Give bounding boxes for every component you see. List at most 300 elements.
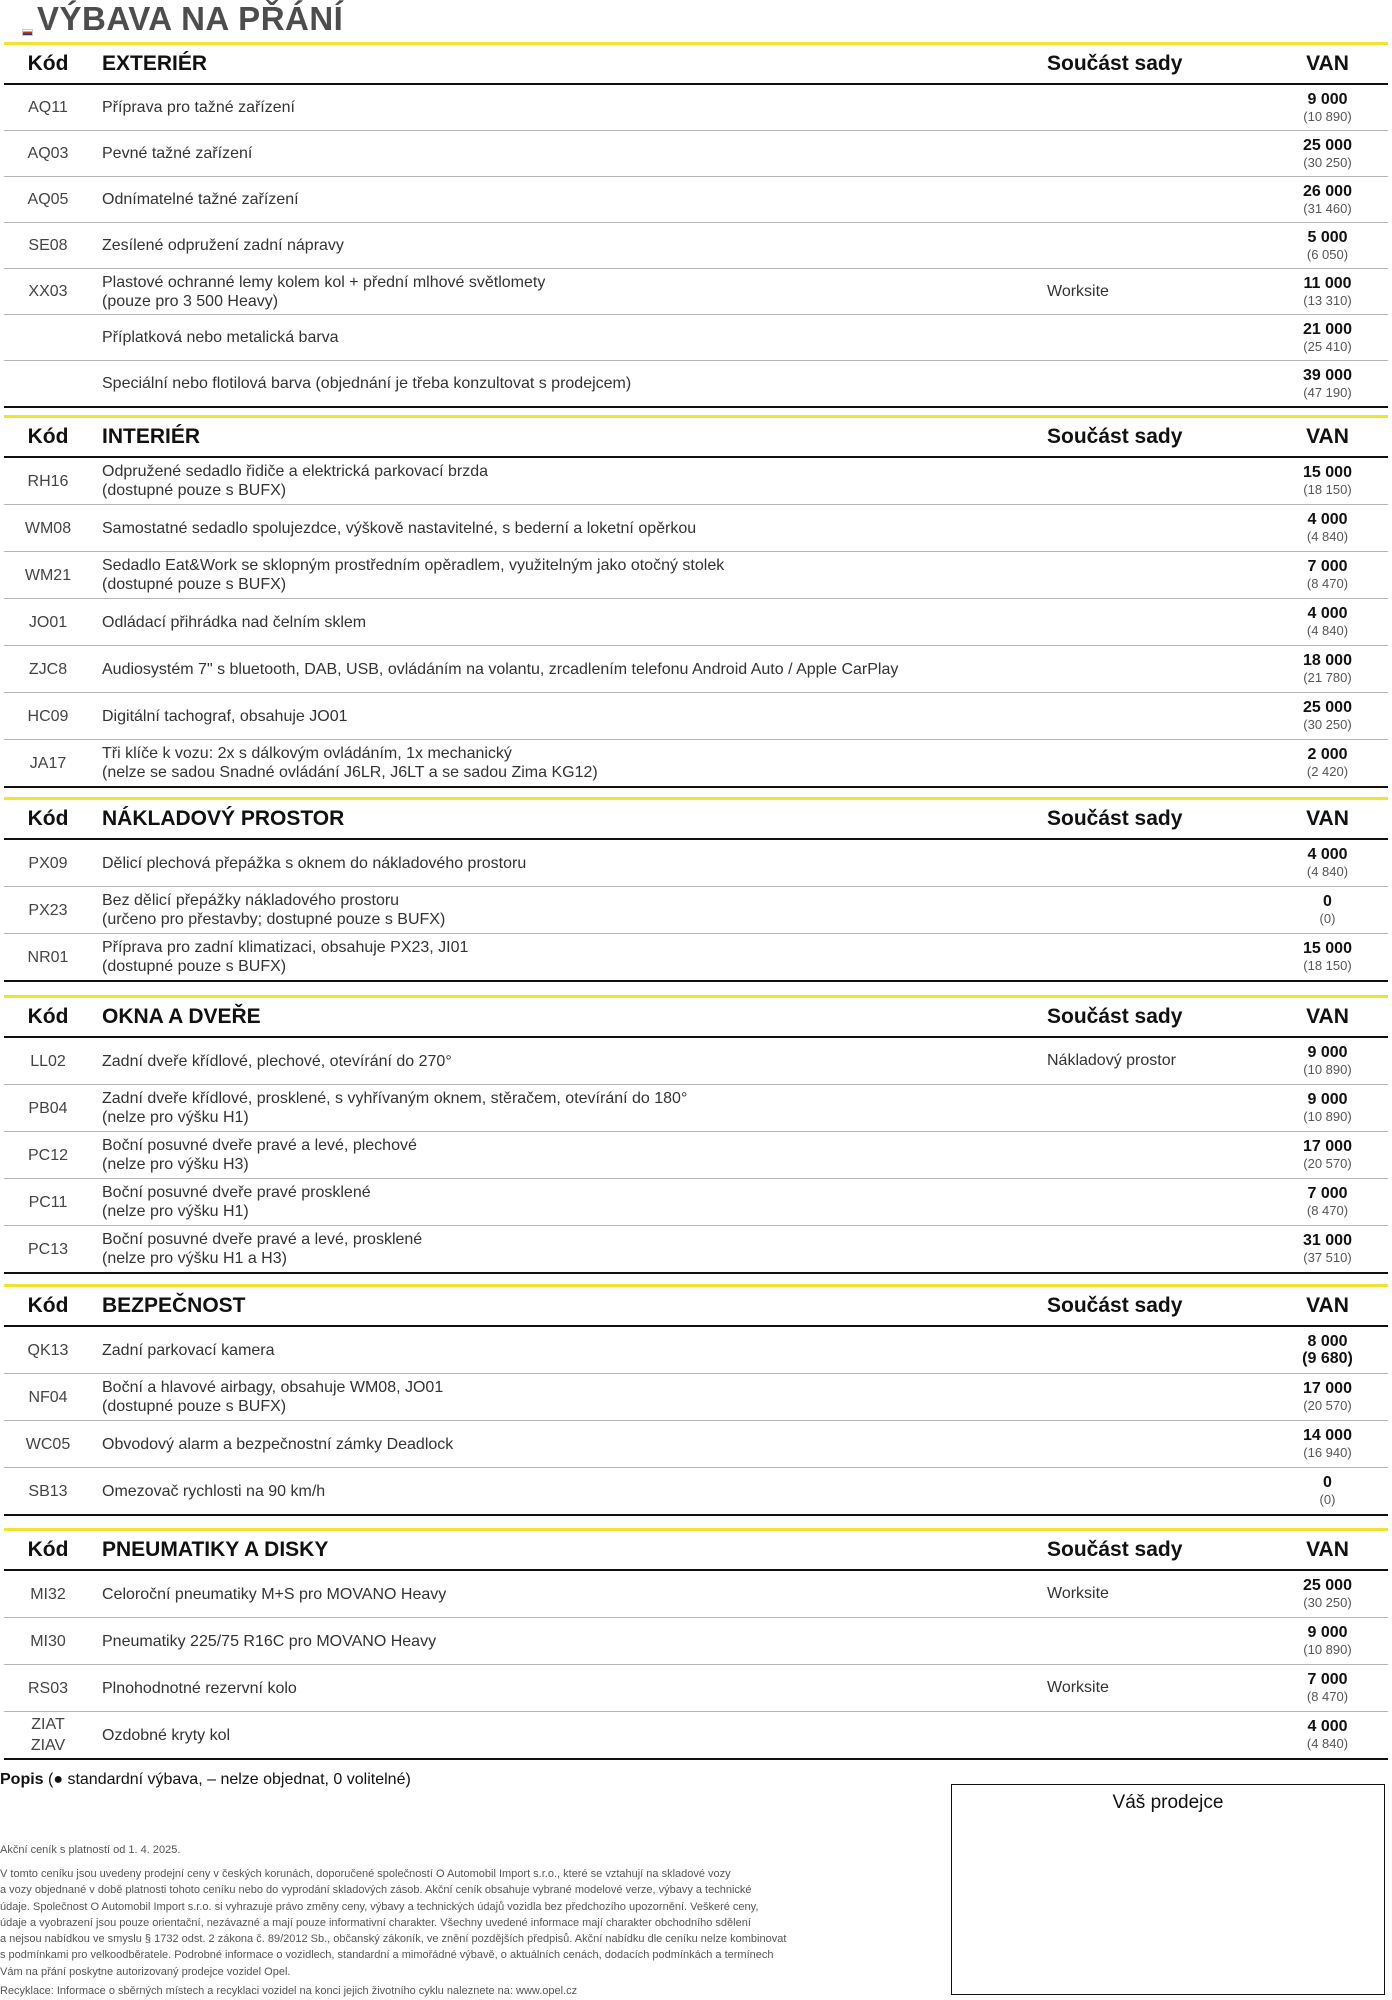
section-4 <box>0 1284 1392 1516</box>
price-with-vat: (10 890) <box>1303 1062 1352 1077</box>
table-row <box>4 1085 1388 1132</box>
header-code: Kód <box>27 425 69 448</box>
price-with-vat: (13 310) <box>1303 292 1352 308</box>
dealer-label: Váš prodejce <box>1112 1792 1224 1813</box>
option-price <box>1267 464 1388 498</box>
option-description <box>92 1435 1047 1454</box>
price-with-vat: (8 470) <box>1306 1689 1349 1704</box>
option-description <box>92 462 1047 500</box>
price-with-vat: (10 890) <box>1303 1109 1352 1124</box>
code-text: WM08 <box>24 519 72 537</box>
code-text: ZJC8 <box>28 660 68 678</box>
table-row <box>4 1712 1388 1760</box>
disclaimer <box>0 1866 900 1980</box>
disclaimer-line: Vám na přání poskytne autorizovaný prodejce vozidel Opel. <box>0 1965 291 1978</box>
disclaimer-line: údaje. Společnost O Automobil Import s.r.o. si vyhrazuje právo změny ceny, výbavy a technických údajů vozidla bez předchozího upozornění. Veškeré ceny, <box>0 1900 759 1913</box>
legend-text: (● standardní výbava, – nelze objednat, 0 volitelné) <box>48 1771 411 1788</box>
option-price <box>1267 1671 1388 1705</box>
option-price <box>1267 940 1388 974</box>
option-price <box>1267 91 1388 125</box>
option-description <box>92 1183 1047 1221</box>
description-text: Bez dělicí přepážky nákladového prostoru <box>102 892 400 909</box>
price-with-vat: (25 410) <box>1303 338 1352 354</box>
option-price <box>1267 1718 1388 1752</box>
code-text: WC05 <box>25 1435 71 1453</box>
option-description <box>92 660 1047 679</box>
header-set: Součást sady <box>1047 1005 1183 1028</box>
code-text: PB04 <box>28 1099 68 1117</box>
code-text: RS03 <box>27 1679 69 1697</box>
option-price <box>1267 1138 1388 1172</box>
section-title: PNEUMATIKY A DISKY <box>102 1538 329 1561</box>
description-note: (dostupné pouze s BUFX) <box>102 958 287 975</box>
option-code <box>4 97 92 118</box>
option-price <box>1267 1333 1388 1367</box>
description-text: Tři klíče k vozu: 2x s dálkovým ovládáním, 1x mechanický <box>102 745 512 762</box>
description-note: (nelze pro výšku H1 a H3) <box>102 1250 287 1267</box>
price-with-vat: (6 050) <box>1306 246 1349 262</box>
code-text: SB13 <box>28 1482 68 1500</box>
section-header <box>4 1287 1388 1327</box>
option-code <box>4 947 92 968</box>
code-text: MI30 <box>30 1632 66 1650</box>
price-value: 9 000 <box>1307 1044 1348 1061</box>
code-text-2: ZIAV <box>30 1737 66 1754</box>
option-code <box>4 659 92 680</box>
option-code <box>4 518 92 539</box>
option-description <box>92 1585 1047 1604</box>
option-description <box>92 891 1047 929</box>
table-row <box>4 693 1388 740</box>
table-row <box>4 131 1388 177</box>
description-text: Boční a hlavové airbagy, obsahuje WM08, JO01 <box>102 1379 444 1396</box>
table-row <box>4 458 1388 505</box>
price-with-vat: (20 570) <box>1303 1398 1352 1413</box>
code-text: MI32 <box>30 1585 66 1603</box>
price-with-vat: (9 680) <box>1302 1350 1353 1367</box>
option-price <box>1267 846 1388 880</box>
header-set: Součást sady <box>1047 52 1183 75</box>
legend <box>0 1771 411 1789</box>
option-code <box>4 235 92 256</box>
option-code <box>4 1714 92 1756</box>
table-row <box>4 552 1388 599</box>
code-text: HC09 <box>27 707 69 725</box>
price-with-vat: (31 460) <box>1303 200 1352 216</box>
option-description <box>92 1632 1047 1651</box>
option-price <box>1267 367 1388 401</box>
option-code <box>4 1098 92 1119</box>
price-value: 14 000 <box>1303 1427 1352 1444</box>
table-row <box>4 361 1388 408</box>
option-code <box>4 143 92 164</box>
disclaimer-line: a vozy objednané v době platnosti tohoto ceníku nebo do vyprodání skladových zásob. Akční ceník obsahuje vybrané modelové verze, výbavy a technické <box>0 1884 752 1897</box>
table-row <box>4 1327 1388 1374</box>
section-header <box>4 45 1388 85</box>
section-rows <box>0 840 1392 982</box>
description-text: Omezovač rychlosti na 90 km/h <box>102 1482 326 1500</box>
code-text: AQ05 <box>27 191 69 208</box>
table-row <box>4 1571 1388 1618</box>
option-price <box>1267 1380 1388 1414</box>
section-rows <box>0 458 1392 788</box>
option-code <box>4 900 92 921</box>
description-note: (nelze pro výšku H1) <box>102 1203 249 1220</box>
description-text: Obvodový alarm a bezpečnostní zámky Deadlock <box>102 1435 454 1453</box>
header-code: Kód <box>27 1538 69 1561</box>
option-description <box>92 98 1047 117</box>
description-text: Ozdobné kryty kol <box>102 1726 231 1744</box>
description-text: Plnohodnotné rezervní kolo <box>102 1679 297 1697</box>
price-value: 8 000 <box>1307 1333 1348 1350</box>
option-code <box>4 1192 92 1213</box>
option-code <box>4 1145 92 1166</box>
table-row <box>4 1179 1388 1226</box>
header-van: VAN <box>1306 1294 1349 1317</box>
header-van: VAN <box>1306 52 1349 75</box>
option-price <box>1267 183 1388 217</box>
section-title: EXTERIÉR <box>102 52 208 75</box>
option-description <box>92 374 1047 393</box>
option-description <box>92 328 1047 347</box>
description-text: Příplatková nebo metalická barva <box>102 329 339 346</box>
table-row <box>4 740 1388 788</box>
price-value: 11 000 <box>1303 274 1352 292</box>
price-value: 26 000 <box>1303 182 1352 200</box>
table-row <box>4 505 1388 552</box>
option-code <box>4 281 92 302</box>
option-price <box>1267 1474 1388 1508</box>
header-van: VAN <box>1306 807 1349 830</box>
price-with-vat: (20 570) <box>1303 1156 1352 1171</box>
option-description <box>92 854 1047 873</box>
price-with-vat: (18 150) <box>1303 958 1352 973</box>
price-with-vat: (4 840) <box>1306 529 1349 544</box>
option-description <box>92 1136 1047 1174</box>
option-code <box>4 1434 92 1455</box>
description-note: (dostupné pouze s BUFX) <box>102 1398 287 1415</box>
price-with-vat: (8 470) <box>1306 1203 1349 1218</box>
section-5 <box>0 1528 1392 1760</box>
description-text: Zadní parkovací kamera <box>102 1341 275 1359</box>
option-set: Nákladový prostor <box>1047 1052 1176 1069</box>
description-text: Odnímatelné tažné zařízení <box>102 191 299 208</box>
code-text: JO01 <box>28 613 68 631</box>
code-text: WM21 <box>24 566 72 584</box>
code-text: QK13 <box>27 1341 69 1359</box>
table-row <box>4 269 1388 315</box>
description-text: Sedadlo Eat&Work se sklopným prostředním opěradlem, využitelným jako otočný stolek <box>102 557 725 574</box>
option-code <box>4 1631 92 1652</box>
section-title: NÁKLADOVÝ PROSTOR <box>102 807 345 830</box>
section-0 <box>0 42 1392 408</box>
flag-icon <box>22 29 33 36</box>
description-note: (pouze pro 3 500 Heavy) <box>102 292 279 310</box>
option-price <box>1267 746 1388 780</box>
page-title <box>22 0 343 38</box>
table-row <box>4 85 1388 131</box>
price-with-vat: (10 890) <box>1303 108 1352 124</box>
option-description <box>92 707 1047 726</box>
description-text: Pneumatiky 225/75 R16C pro MOVANO Heavy <box>102 1632 437 1650</box>
option-set: Worksite <box>1047 282 1109 300</box>
price-value: 4 000 <box>1307 511 1348 528</box>
description-text: Celoroční pneumatiky M+S pro MOVANO Heavy <box>102 1585 447 1603</box>
price-value: 25 000 <box>1303 699 1352 716</box>
price-value: 9 000 <box>1307 1624 1348 1641</box>
code-text: JA17 <box>29 754 67 772</box>
code-text: XX03 <box>28 283 68 300</box>
table-row <box>4 1132 1388 1179</box>
table-row <box>4 1665 1388 1712</box>
section-rows <box>0 1038 1392 1274</box>
option-price <box>1267 511 1388 545</box>
table-row <box>4 1421 1388 1468</box>
price-with-vat: (16 940) <box>1303 1445 1352 1460</box>
price-value: 7 000 <box>1307 1671 1348 1688</box>
code-text: PX09 <box>28 854 68 872</box>
code-text: NF04 <box>28 1388 68 1406</box>
code-text: PX23 <box>28 901 68 919</box>
table-row <box>4 1374 1388 1421</box>
option-price <box>1267 558 1388 592</box>
price-value: 17 000 <box>1303 1138 1352 1155</box>
section-2 <box>0 797 1392 982</box>
header-van: VAN <box>1306 1005 1349 1028</box>
section-header <box>4 1531 1388 1571</box>
description-text: Zadní dveře křídlové, prosklené, s vyhřívaným oknem, stěračem, otevírání do 180° <box>102 1090 688 1107</box>
description-note: (dostupné pouze s BUFX) <box>102 576 287 593</box>
price-value: 5 000 <box>1307 228 1348 246</box>
description-text: Odpružené sedadlo řidiče a elektrická parkovací brzda <box>102 463 488 480</box>
code-text: ZIAT <box>31 1716 65 1733</box>
table-row <box>4 1038 1388 1085</box>
header-set: Součást sady <box>1047 425 1183 448</box>
description-text: Boční posuvné dveře pravé a levé, prosklené <box>102 1231 423 1248</box>
option-description <box>92 144 1047 163</box>
price-with-vat: (0) <box>1319 911 1336 926</box>
option-code <box>4 1239 92 1260</box>
description-text: Zadní dveře křídlové, plechové, otevírání do 270° <box>102 1052 452 1070</box>
price-value: 4 000 <box>1307 846 1348 863</box>
option-description <box>92 1482 1047 1501</box>
price-value: 17 000 <box>1303 1380 1352 1397</box>
table-row <box>4 599 1388 646</box>
option-code <box>4 471 92 492</box>
option-price <box>1267 605 1388 639</box>
option-price <box>1267 1577 1388 1611</box>
option-description <box>92 613 1047 632</box>
description-note: (určeno pro přestavby; dostupné pouze s BUFX) <box>102 911 446 928</box>
price-value: 7 000 <box>1307 1185 1348 1202</box>
option-code <box>4 612 92 633</box>
option-description <box>92 1378 1047 1416</box>
description-text: Audiosystém 7" s bluetooth, DAB, USB, ovládáním na volantu, zrcadlením telefonu Android Auto / Apple CarPlay <box>102 660 899 678</box>
table-row <box>4 1226 1388 1274</box>
header-code: Kód <box>27 807 69 830</box>
price-with-vat: (18 150) <box>1303 482 1352 497</box>
price-with-vat: (30 250) <box>1303 154 1352 170</box>
validity-note: Akční ceník s platností od 1. 4. 2025. <box>0 1844 181 1856</box>
description-text: Zesílené odpružení zadní nápravy <box>102 237 344 254</box>
option-description <box>92 1052 1047 1071</box>
option-code <box>4 853 92 874</box>
code-text: AQ03 <box>27 145 69 162</box>
option-code <box>4 1584 92 1605</box>
disclaimer-line: a nejsou nabídkou ve smyslu § 1732 odst. 2 zákona č. 89/2012 Sb., občanský zákoník, ve znění pozdějších předpisů. Akční nabídku dle ceníku nelze kombinovat <box>0 1933 787 1946</box>
description-note: (nelze se sadou Snadné ovládání J6LR, J6LT a se sadou Zima KG12) <box>102 764 598 781</box>
price-value: 15 000 <box>1303 464 1352 481</box>
option-price <box>1267 1185 1388 1219</box>
table-row <box>4 177 1388 223</box>
legend-label: Popis <box>0 1771 44 1788</box>
code-text: PC12 <box>27 1146 69 1164</box>
header-code: Kód <box>27 1005 69 1028</box>
price-value: 25 000 <box>1303 1577 1352 1594</box>
dealer-box <box>951 1784 1385 1995</box>
description-text: Digitální tachograf, obsahuje JO01 <box>102 707 348 725</box>
option-price <box>1267 1624 1388 1658</box>
description-text: Příprava pro tažné zařízení <box>102 99 295 116</box>
option-price <box>1267 1427 1388 1461</box>
code-text: NR01 <box>27 948 69 966</box>
price-value: 7 000 <box>1307 558 1348 575</box>
section-title: OKNA A DVEŘE <box>102 1005 261 1028</box>
price-value: 9 000 <box>1307 90 1348 108</box>
section-header <box>4 998 1388 1038</box>
price-with-vat: (4 840) <box>1306 1736 1349 1751</box>
section-1 <box>0 415 1392 788</box>
price-value: 4 000 <box>1307 605 1348 622</box>
code-text: LL02 <box>30 1052 66 1070</box>
section-title: BEZPEČNOST <box>102 1294 246 1317</box>
option-price <box>1267 229 1388 263</box>
option-price <box>1267 275 1388 309</box>
option-description <box>92 744 1047 782</box>
price-value: 4 000 <box>1307 1718 1348 1735</box>
code-text: SE08 <box>28 237 68 254</box>
option-price <box>1267 893 1388 927</box>
option-description <box>92 190 1047 209</box>
option-price <box>1267 699 1388 733</box>
recycling-note: Recyklace: Informace o sběrných místech a recyklaci vozidel na konci jejich životního cyklu naleznete na: www.opel.cz <box>0 1985 578 1997</box>
description-text: Dělicí plechová přepážka s oknem do nákladového prostoru <box>102 854 527 872</box>
price-with-vat: (4 840) <box>1306 623 1349 638</box>
section-3 <box>0 995 1392 1274</box>
price-value: 0 <box>1323 1474 1332 1491</box>
table-row <box>4 840 1388 887</box>
table-row <box>4 223 1388 269</box>
option-set: Worksite <box>1047 1679 1109 1696</box>
price-with-vat: (2 420) <box>1306 764 1349 779</box>
section-title: INTERIÉR <box>102 425 201 448</box>
price-value: 21 000 <box>1303 320 1352 338</box>
disclaimer-line: s podmínkami pro velkoodběratele. Podrobné informace o vozidlech, standardní a mimořádné výbavě, o aktuálních cenách, dodacích podmínkách a termínech <box>0 1949 774 1962</box>
disclaimer-line: údaje a vyobrazení jsou pouze orientační, nezávazné a mají pouze informativní charakter. Všechny uvedené informace mají charakter obchodního sdělení <box>0 1916 751 1929</box>
price-with-vat: (8 470) <box>1306 576 1349 591</box>
price-value: 0 <box>1323 893 1332 910</box>
description-note: (nelze pro výšku H3) <box>102 1156 249 1173</box>
description-text: Boční posuvné dveře pravé prosklené <box>102 1184 371 1201</box>
price-value: 9 000 <box>1307 1091 1348 1108</box>
price-with-vat: (10 890) <box>1303 1642 1352 1657</box>
option-code <box>4 706 92 727</box>
description-text: Samostatné sedadlo spolujezdce, výškově nastavitelné, s bederní a loketní opěrkou <box>102 519 697 537</box>
option-description <box>92 1089 1047 1127</box>
option-code <box>4 1481 92 1502</box>
price-value: 39 000 <box>1303 366 1352 384</box>
price-value: 18 000 <box>1303 652 1352 669</box>
disclaimer-line: V tomto ceníku jsou uvedeny prodejní ceny v českých korunách, doporučené společností O Automobil Import s.r.o., které se vztahují na skladové vozy <box>0 1868 731 1880</box>
price-with-vat: (30 250) <box>1303 717 1352 732</box>
price-with-vat: (0) <box>1319 1492 1336 1507</box>
description-note: (nelze pro výšku H1) <box>102 1109 249 1126</box>
option-description <box>92 519 1047 538</box>
option-description <box>92 1679 1047 1698</box>
description-text: Speciální nebo flotilová barva (objednání je třeba konzultovat s prodejcem) <box>102 375 632 392</box>
option-price <box>1267 1091 1388 1125</box>
header-code: Kód <box>27 1294 69 1317</box>
description-text: Odládací přihrádka nad čelním sklem <box>102 613 367 631</box>
price-value: 31 000 <box>1303 1232 1352 1249</box>
price-value: 25 000 <box>1303 136 1352 154</box>
table-row <box>4 1468 1388 1516</box>
option-code <box>4 189 92 210</box>
option-description <box>92 556 1047 594</box>
option-description <box>92 1726 1047 1745</box>
header-set: Součást sady <box>1047 1294 1183 1317</box>
header-set: Součást sady <box>1047 807 1183 830</box>
option-price <box>1267 652 1388 686</box>
option-set: Worksite <box>1047 1585 1109 1602</box>
price-with-vat: (37 510) <box>1303 1250 1352 1265</box>
option-code <box>4 1340 92 1361</box>
price-with-vat: (21 780) <box>1303 670 1352 685</box>
section-header <box>4 418 1388 458</box>
header-code: Kód <box>27 52 69 75</box>
header-set: Součást sady <box>1047 1538 1183 1561</box>
code-text: RH16 <box>27 472 69 490</box>
section-rows <box>0 1571 1392 1760</box>
option-code <box>4 1051 92 1072</box>
page-title-text: VÝBAVA NA PŘÁNÍ <box>37 0 344 37</box>
option-price <box>1267 1232 1388 1266</box>
price-with-vat: (4 840) <box>1306 864 1349 879</box>
price-with-vat: (30 250) <box>1303 1595 1352 1610</box>
option-description <box>92 1341 1047 1360</box>
table-row <box>4 887 1388 934</box>
option-price <box>1267 1044 1388 1078</box>
option-code <box>4 753 92 774</box>
header-van: VAN <box>1306 425 1349 448</box>
option-description <box>92 938 1047 976</box>
option-code <box>4 565 92 586</box>
option-price <box>1267 137 1388 171</box>
option-code <box>4 1678 92 1699</box>
price-value: 2 000 <box>1307 746 1348 763</box>
option-price <box>1267 321 1388 355</box>
price-with-vat: (47 190) <box>1303 384 1352 400</box>
price-value: 15 000 <box>1303 940 1352 957</box>
option-description <box>92 1230 1047 1268</box>
table-row <box>4 315 1388 361</box>
table-row <box>4 1618 1388 1665</box>
code-text: PC13 <box>27 1240 69 1258</box>
description-text: Boční posuvné dveře pravé a levé, plechové <box>102 1137 417 1154</box>
code-text: PC11 <box>28 1193 68 1211</box>
table-row <box>4 934 1388 982</box>
option-description <box>92 236 1047 255</box>
